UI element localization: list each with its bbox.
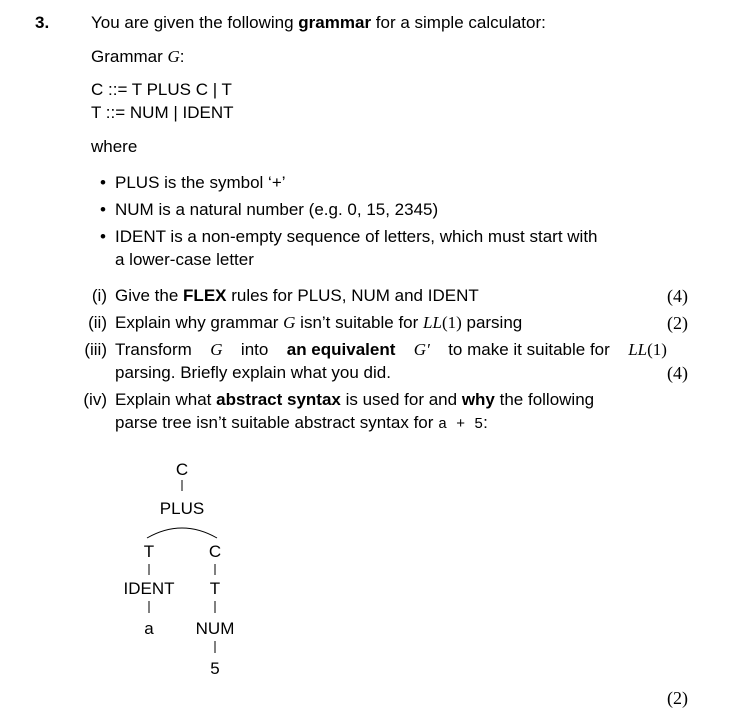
tree-leaf-5: 5	[210, 659, 220, 678]
part-bold: FLEX	[183, 286, 227, 305]
part-bold: an equivalent	[286, 340, 396, 359]
tree-node-num: NUM	[195, 619, 235, 638]
tree-node-ident: IDENT	[123, 579, 175, 598]
part-bold: abstract syntax	[216, 390, 341, 409]
part-number: (ii)	[88, 313, 107, 332]
grammar-symbol: G	[210, 340, 223, 359]
part-text: is used for and	[340, 390, 462, 409]
part-number: (i)	[91, 286, 107, 305]
grammar-rule: T ::= NUM | IDENT	[91, 103, 234, 122]
ll-arg: (1)	[647, 340, 667, 359]
grammar-rule: C ::= T PLUS C | T	[91, 80, 232, 99]
tree-node-root: C	[175, 460, 189, 479]
bullet-item: NUM is a natural number (e.g. 0, 15, 2345)	[115, 200, 439, 219]
bullet-item: IDENT is a non-empty sequence of letters, which must start with	[115, 227, 598, 246]
tree-node-c: C	[208, 542, 222, 561]
code-snippet: a + 5	[438, 416, 484, 433]
part-text: :	[483, 413, 488, 432]
part-iii-line2: parsing. Briefly explain what you did.	[115, 363, 391, 382]
tree-node-plus: PLUS	[159, 499, 205, 518]
tree-leaf-a: a	[144, 619, 154, 638]
bullet-dot: •	[100, 173, 106, 192]
grammar-label-text: Grammar	[91, 47, 168, 66]
tree-node-t: T	[209, 579, 221, 598]
part-number: (iii)	[84, 340, 107, 359]
tree-node-t: T	[143, 542, 155, 561]
part-text: Explain what	[115, 390, 217, 409]
part-number: (iv)	[83, 390, 107, 409]
where-label: where	[91, 137, 138, 156]
grammar-symbol: G	[283, 313, 296, 332]
ll-arg: (1)	[441, 313, 462, 332]
grammar-prime-symbol: G′	[413, 340, 430, 359]
bullet-dot: •	[100, 200, 106, 219]
ll-symbol: LL	[628, 340, 648, 359]
part-word: Transform	[115, 340, 192, 359]
part-text: parse tree isn’t suitable abstract syntax for	[115, 413, 439, 432]
bullet-item: PLUS is the symbol ‘+’	[115, 173, 286, 192]
part-text: rules for PLUS, NUM and IDENT	[226, 286, 479, 305]
part-word: into	[240, 340, 269, 359]
part-marks: (4)	[667, 286, 688, 306]
part-text: the following	[494, 390, 595, 409]
part-marks: (2)	[667, 313, 688, 333]
intro-text-end: for a simple calculator:	[371, 13, 546, 32]
grammar-symbol: G	[167, 47, 180, 66]
intro-text: You are given the following	[91, 13, 299, 32]
part-word: to make it suitable for	[448, 340, 610, 359]
part-text: Explain why grammar	[115, 313, 284, 332]
part-text: isn’t suitable for	[295, 313, 424, 332]
tree-branch-arc	[147, 528, 217, 538]
intro-bold: grammar	[298, 13, 372, 32]
ll-symbol: LL	[423, 313, 442, 332]
part-text: parsing	[461, 313, 523, 332]
bullet-item-continuation: a lower-case letter	[115, 250, 254, 269]
part-marks: (2)	[667, 688, 688, 708]
part-text: Give the	[115, 286, 184, 305]
part-bold: why	[461, 390, 495, 409]
part-marks: (4)	[667, 363, 688, 383]
question-number: 3.	[35, 13, 50, 32]
bullet-dot: •	[100, 227, 106, 246]
grammar-label-colon: :	[179, 47, 185, 66]
